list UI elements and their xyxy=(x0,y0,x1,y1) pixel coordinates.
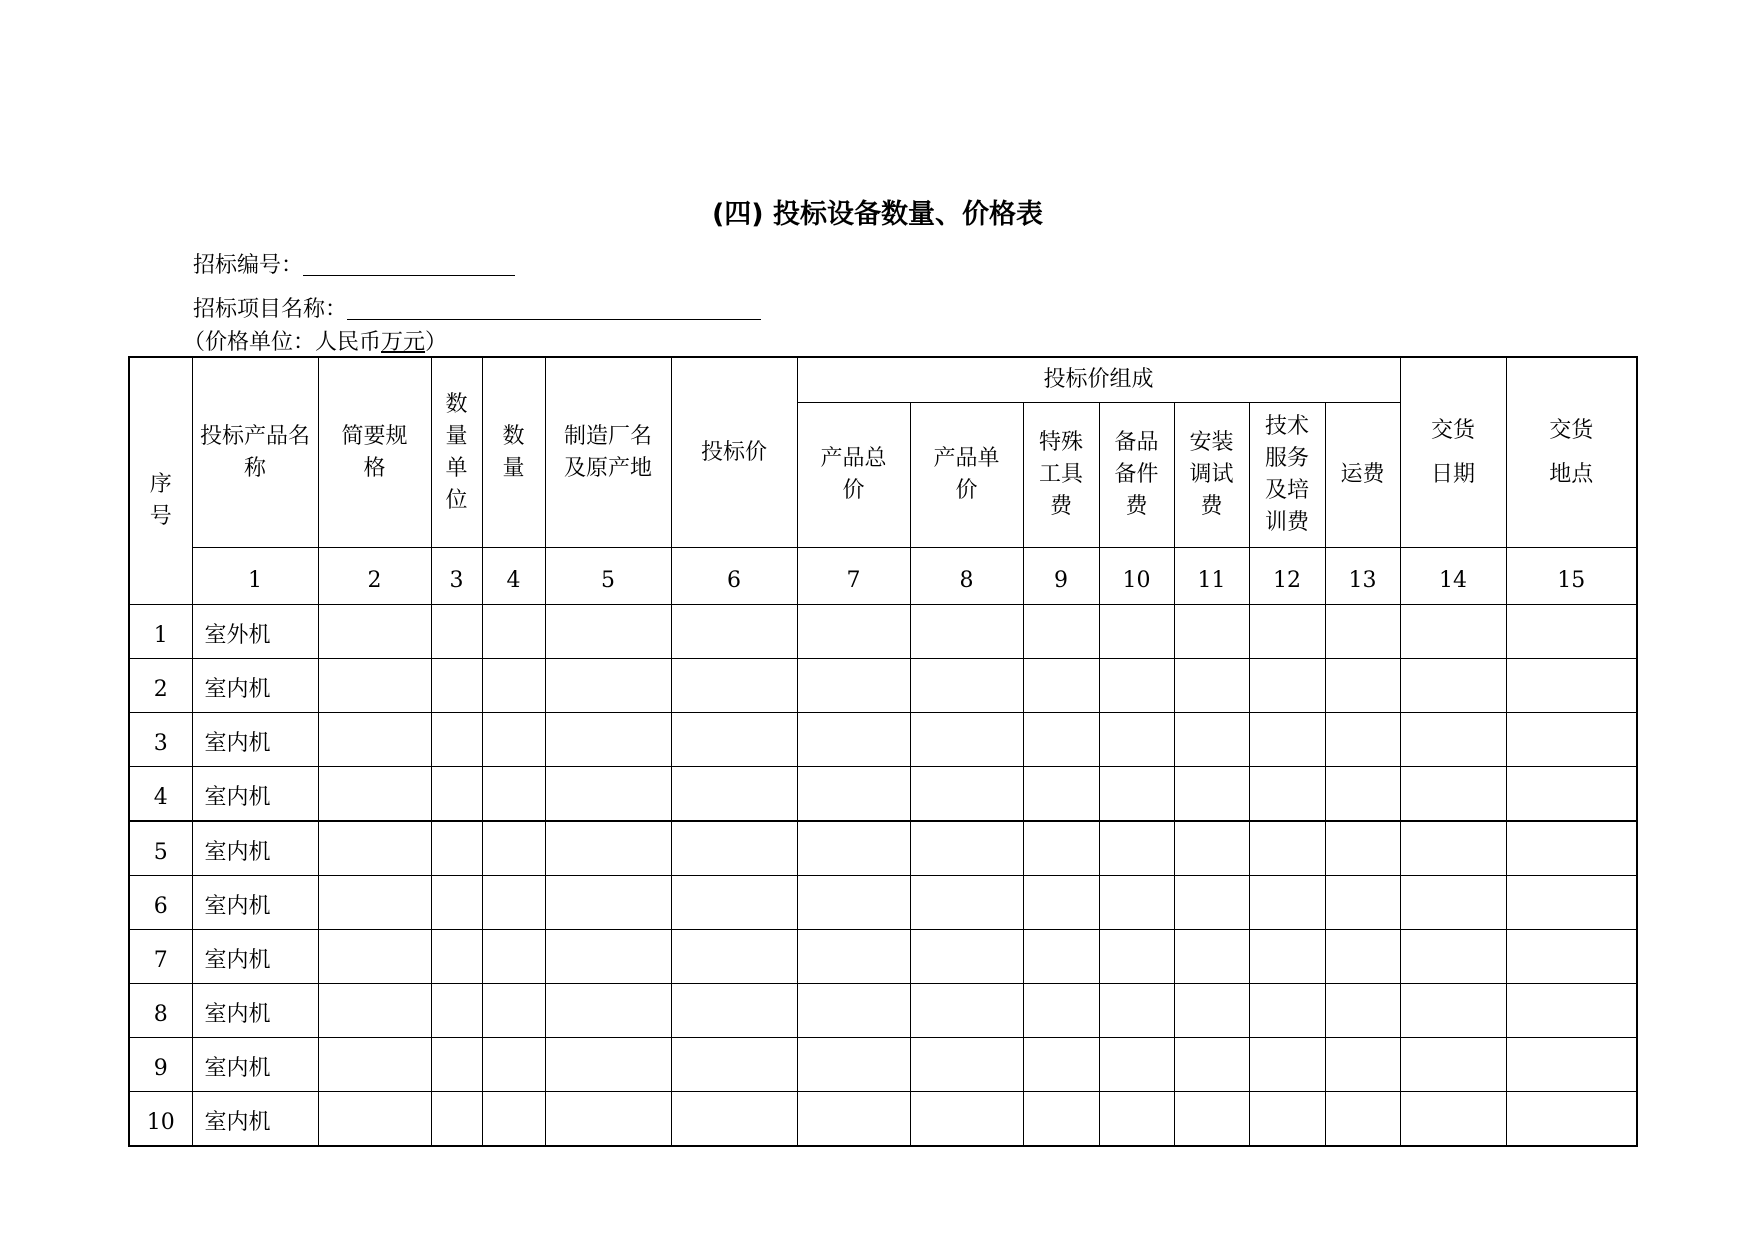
column-number: 10 xyxy=(1099,548,1174,605)
header-install-fee: 安装调试费 xyxy=(1174,403,1249,548)
empty-cell[interactable] xyxy=(431,930,482,984)
header-total-price: 产品总价 xyxy=(797,403,910,548)
empty-cell[interactable] xyxy=(1174,930,1249,984)
row-product-name: 室内机 xyxy=(192,1038,318,1092)
empty-cell[interactable] xyxy=(671,876,797,930)
empty-cell[interactable] xyxy=(1325,659,1400,713)
row-seq: 6 xyxy=(129,876,192,930)
empty-cell[interactable] xyxy=(910,605,1023,659)
empty-cell[interactable] xyxy=(1249,1038,1325,1092)
empty-cell[interactable] xyxy=(1174,767,1249,822)
empty-cell[interactable] xyxy=(431,713,482,767)
empty-cell[interactable] xyxy=(1174,984,1249,1038)
empty-cell[interactable] xyxy=(910,876,1023,930)
table-row xyxy=(129,767,1637,822)
empty-cell[interactable] xyxy=(318,930,431,984)
bid-number-label: 招标编号： xyxy=(193,253,304,278)
empty-cell[interactable] xyxy=(1506,767,1637,822)
empty-cell[interactable] xyxy=(318,767,431,822)
empty-cell[interactable] xyxy=(1325,930,1400,984)
empty-cell[interactable] xyxy=(1325,821,1400,876)
empty-cell[interactable] xyxy=(1174,605,1249,659)
empty-cell[interactable] xyxy=(671,659,797,713)
bid-number-line xyxy=(193,248,515,279)
row-product-name: 室内机 xyxy=(192,876,318,930)
empty-cell[interactable] xyxy=(1249,605,1325,659)
empty-cell[interactable] xyxy=(797,713,910,767)
row-product-name: 室内机 xyxy=(192,659,318,713)
column-number: 6 xyxy=(671,548,797,605)
empty-cell[interactable] xyxy=(1325,767,1400,822)
empty-cell[interactable] xyxy=(1099,821,1174,876)
empty-cell[interactable] xyxy=(318,659,431,713)
empty-cell[interactable] xyxy=(1325,713,1400,767)
column-number: 4 xyxy=(482,548,545,605)
empty-cell[interactable] xyxy=(910,821,1023,876)
column-number: 7 xyxy=(797,548,910,605)
empty-cell[interactable] xyxy=(1325,1038,1400,1092)
empty-cell[interactable] xyxy=(545,1038,671,1092)
row-seq: 9 xyxy=(129,1038,192,1092)
empty-cell[interactable] xyxy=(797,930,910,984)
table-row xyxy=(129,821,1637,876)
empty-cell[interactable] xyxy=(671,1092,797,1147)
header-qty: 数量 xyxy=(482,357,545,548)
column-number: 1 xyxy=(192,548,318,605)
empty-cell[interactable] xyxy=(1506,605,1637,659)
empty-cell[interactable] xyxy=(1023,1038,1099,1092)
empty-cell[interactable] xyxy=(797,1038,910,1092)
empty-cell[interactable] xyxy=(1099,659,1174,713)
table-row xyxy=(129,930,1637,984)
table-row xyxy=(129,659,1637,713)
empty-cell[interactable] xyxy=(318,984,431,1038)
row-product-name: 室内机 xyxy=(192,1092,318,1147)
table-row xyxy=(129,984,1637,1038)
empty-cell[interactable] xyxy=(1099,1092,1174,1147)
empty-cell[interactable] xyxy=(1099,713,1174,767)
empty-cell[interactable] xyxy=(482,1092,545,1147)
header-special-tool-fee: 特殊工具费 xyxy=(1023,403,1099,548)
empty-cell[interactable] xyxy=(1506,930,1637,984)
empty-cell[interactable] xyxy=(910,767,1023,822)
empty-cell[interactable] xyxy=(545,659,671,713)
empty-cell[interactable] xyxy=(1099,605,1174,659)
empty-cell[interactable] xyxy=(1506,1038,1637,1092)
empty-cell[interactable] xyxy=(318,821,431,876)
empty-cell[interactable] xyxy=(1400,713,1506,767)
empty-cell[interactable] xyxy=(671,930,797,984)
row-seq: 5 xyxy=(129,821,192,876)
empty-cell[interactable] xyxy=(1249,984,1325,1038)
column-number: 3 xyxy=(431,548,482,605)
column-number: 14 xyxy=(1400,548,1506,605)
header-row-top xyxy=(129,357,1637,403)
empty-cell[interactable] xyxy=(671,767,797,822)
header-manufacturer: 制造厂名及原产地 xyxy=(545,357,671,548)
empty-cell[interactable] xyxy=(1099,984,1174,1038)
header-spare-parts-fee: 备品备件费 xyxy=(1099,403,1174,548)
empty-cell[interactable] xyxy=(910,984,1023,1038)
empty-cell[interactable] xyxy=(671,821,797,876)
empty-cell[interactable] xyxy=(671,1038,797,1092)
project-name-field[interactable] xyxy=(347,297,761,320)
empty-cell[interactable] xyxy=(318,1038,431,1092)
row-product-name: 室内机 xyxy=(192,767,318,822)
row-seq: 8 xyxy=(129,984,192,1038)
empty-cell[interactable] xyxy=(797,821,910,876)
empty-cell[interactable] xyxy=(482,930,545,984)
row-product-name: 室内机 xyxy=(192,930,318,984)
row-seq: 10 xyxy=(129,1092,192,1147)
row-seq: 2 xyxy=(129,659,192,713)
price-unit-value: 万元 xyxy=(381,330,426,355)
table-body xyxy=(129,605,1637,1147)
empty-cell[interactable] xyxy=(482,659,545,713)
empty-cell[interactable] xyxy=(1400,984,1506,1038)
empty-cell[interactable] xyxy=(910,1092,1023,1147)
empty-cell[interactable] xyxy=(1099,930,1174,984)
empty-cell[interactable] xyxy=(1174,821,1249,876)
header-product-name: 投标产品名称 xyxy=(192,357,318,548)
empty-cell[interactable] xyxy=(910,1038,1023,1092)
empty-cell[interactable] xyxy=(1400,930,1506,984)
header-bid-price: 投标价 xyxy=(671,357,797,548)
column-number-row xyxy=(129,548,1637,605)
empty-cell[interactable] xyxy=(671,713,797,767)
empty-cell[interactable] xyxy=(1023,767,1099,822)
empty-cell[interactable] xyxy=(797,605,910,659)
column-number: 8 xyxy=(910,548,1023,605)
header-training-fee: 技术服务及培训费 xyxy=(1249,403,1325,548)
empty-cell[interactable] xyxy=(482,767,545,822)
empty-cell[interactable] xyxy=(1174,659,1249,713)
empty-cell[interactable] xyxy=(1174,713,1249,767)
empty-cell[interactable] xyxy=(431,821,482,876)
empty-cell[interactable] xyxy=(482,984,545,1038)
empty-cell[interactable] xyxy=(1174,1092,1249,1147)
empty-cell[interactable] xyxy=(1325,1092,1400,1147)
empty-cell[interactable] xyxy=(1400,605,1506,659)
empty-cell[interactable] xyxy=(671,984,797,1038)
column-number: 12 xyxy=(1249,548,1325,605)
column-number: 15 xyxy=(1506,548,1637,605)
header-qty-unit: 数量单位 xyxy=(431,357,482,548)
empty-cell[interactable] xyxy=(1325,984,1400,1038)
empty-cell[interactable] xyxy=(1506,713,1637,767)
price-unit-prefix: （价格单位：人民币 xyxy=(183,330,382,355)
empty-cell[interactable] xyxy=(431,984,482,1038)
empty-cell[interactable] xyxy=(482,713,545,767)
empty-cell[interactable] xyxy=(1400,767,1506,822)
table-row xyxy=(129,1038,1637,1092)
empty-cell[interactable] xyxy=(545,1092,671,1147)
column-number: 9 xyxy=(1023,548,1099,605)
empty-cell[interactable] xyxy=(1400,821,1506,876)
empty-cell[interactable] xyxy=(1023,659,1099,713)
empty-cell[interactable] xyxy=(545,876,671,930)
empty-cell[interactable] xyxy=(1099,1038,1174,1092)
empty-cell[interactable] xyxy=(797,1092,910,1147)
empty-cell[interactable] xyxy=(671,605,797,659)
row-product-name: 室内机 xyxy=(192,713,318,767)
empty-cell[interactable] xyxy=(1174,1038,1249,1092)
table-row xyxy=(129,605,1637,659)
column-number: 2 xyxy=(318,548,431,605)
row-seq: 3 xyxy=(129,713,192,767)
empty-cell[interactable] xyxy=(1325,605,1400,659)
column-number: 11 xyxy=(1174,548,1249,605)
empty-cell[interactable] xyxy=(1506,984,1637,1038)
empty-cell[interactable] xyxy=(1023,876,1099,930)
empty-cell[interactable] xyxy=(1400,876,1506,930)
price-unit-suffix: ） xyxy=(425,330,448,355)
empty-cell[interactable] xyxy=(1023,605,1099,659)
empty-cell[interactable] xyxy=(545,930,671,984)
empty-cell[interactable] xyxy=(1174,876,1249,930)
empty-cell[interactable] xyxy=(797,876,910,930)
empty-cell[interactable] xyxy=(431,1038,482,1092)
project-name-label: 招标项目名称： xyxy=(193,297,348,322)
empty-cell[interactable] xyxy=(482,1038,545,1092)
row-seq: 4 xyxy=(129,767,192,822)
row-product-name: 室内机 xyxy=(192,821,318,876)
empty-cell[interactable] xyxy=(482,605,545,659)
empty-cell[interactable] xyxy=(1249,767,1325,822)
empty-cell[interactable] xyxy=(482,876,545,930)
empty-cell[interactable] xyxy=(1506,821,1637,876)
empty-cell[interactable] xyxy=(318,1092,431,1147)
header-freight: 运费 xyxy=(1325,403,1400,548)
row-seq: 7 xyxy=(129,930,192,984)
empty-cell[interactable] xyxy=(1249,659,1325,713)
header-delivery-date: 交货日期 xyxy=(1400,357,1506,548)
empty-cell[interactable] xyxy=(1400,1092,1506,1147)
empty-cell[interactable] xyxy=(1325,876,1400,930)
empty-cell[interactable] xyxy=(545,821,671,876)
empty-cell[interactable] xyxy=(1249,821,1325,876)
page-title: (四) 投标设备数量、价格表 xyxy=(711,199,1044,230)
empty-cell[interactable] xyxy=(797,984,910,1038)
empty-cell[interactable] xyxy=(431,767,482,822)
empty-cell[interactable] xyxy=(1023,930,1099,984)
row-product-name: 室外机 xyxy=(192,605,318,659)
header-seq: 序号 xyxy=(129,357,192,605)
price-unit-line xyxy=(183,325,447,356)
empty-cell[interactable] xyxy=(482,821,545,876)
header-unit-price: 产品单价 xyxy=(910,403,1023,548)
empty-cell[interactable] xyxy=(431,1092,482,1147)
empty-cell[interactable] xyxy=(1249,876,1325,930)
empty-cell[interactable] xyxy=(318,876,431,930)
column-number: 5 xyxy=(545,548,671,605)
header-spec: 简要规格 xyxy=(318,357,431,548)
empty-cell[interactable] xyxy=(1099,876,1174,930)
empty-cell[interactable] xyxy=(1023,821,1099,876)
empty-cell[interactable] xyxy=(1023,1092,1099,1147)
header-delivery-place: 交货地点 xyxy=(1506,357,1637,548)
empty-cell[interactable] xyxy=(431,876,482,930)
empty-cell[interactable] xyxy=(431,659,482,713)
empty-cell[interactable] xyxy=(1249,930,1325,984)
empty-cell[interactable] xyxy=(910,659,1023,713)
empty-cell[interactable] xyxy=(318,605,431,659)
empty-cell[interactable] xyxy=(545,767,671,822)
project-name-line xyxy=(193,292,761,323)
empty-cell[interactable] xyxy=(1099,767,1174,822)
column-number: 13 xyxy=(1325,548,1400,605)
empty-cell[interactable] xyxy=(318,713,431,767)
empty-cell[interactable] xyxy=(1023,713,1099,767)
bid-number-field[interactable] xyxy=(303,253,515,276)
empty-cell[interactable] xyxy=(1023,984,1099,1038)
empty-cell[interactable] xyxy=(545,984,671,1038)
table-row xyxy=(129,713,1637,767)
empty-cell[interactable] xyxy=(545,605,671,659)
empty-cell[interactable] xyxy=(545,713,671,767)
empty-cell[interactable] xyxy=(797,767,910,822)
empty-cell[interactable] xyxy=(1506,659,1637,713)
price-table xyxy=(128,356,1638,1147)
empty-cell[interactable] xyxy=(1506,876,1637,930)
empty-cell[interactable] xyxy=(1400,1038,1506,1092)
empty-cell[interactable] xyxy=(910,930,1023,984)
empty-cell[interactable] xyxy=(1506,1092,1637,1147)
empty-cell[interactable] xyxy=(431,605,482,659)
empty-cell[interactable] xyxy=(1400,659,1506,713)
row-product-name: 室内机 xyxy=(192,984,318,1038)
empty-cell[interactable] xyxy=(1249,1092,1325,1147)
table-row xyxy=(129,876,1637,930)
header-composition: 投标价组成 xyxy=(797,357,1400,403)
empty-cell[interactable] xyxy=(910,713,1023,767)
empty-cell[interactable] xyxy=(797,659,910,713)
table-row xyxy=(129,1092,1637,1147)
row-seq: 1 xyxy=(129,605,192,659)
empty-cell[interactable] xyxy=(1249,713,1325,767)
